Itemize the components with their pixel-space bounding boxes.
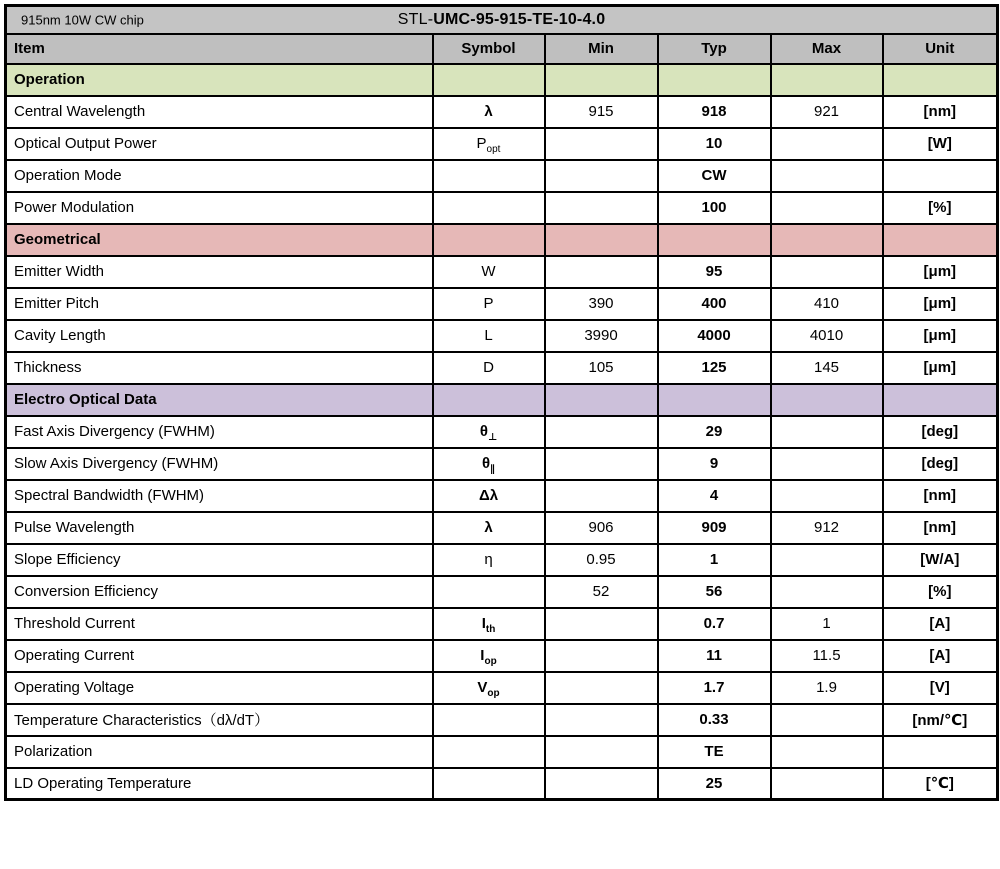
empty-cell xyxy=(771,64,883,96)
item-cell: Emitter Width xyxy=(6,256,433,288)
section-label: Geometrical xyxy=(6,224,433,256)
empty-cell xyxy=(433,64,545,96)
table-row xyxy=(6,160,998,192)
table-row xyxy=(6,672,998,704)
table-row xyxy=(6,416,998,448)
typ-cell: 4 xyxy=(658,480,771,512)
unit-cell: [μm] xyxy=(883,288,998,320)
model-prefix: STL- xyxy=(397,10,434,28)
empty-cell xyxy=(545,64,658,96)
typ-cell: 918 xyxy=(658,96,771,128)
item-cell: Emitter Pitch xyxy=(6,288,433,320)
empty-cell xyxy=(658,64,771,96)
max-cell xyxy=(771,416,883,448)
unit-cell: [μm] xyxy=(883,256,998,288)
section-label: Electro Optical Data xyxy=(6,384,433,416)
min-cell: 390 xyxy=(545,288,658,320)
symbol-cell: L xyxy=(433,320,545,352)
column-header-max: Max xyxy=(771,34,883,64)
min-cell xyxy=(545,256,658,288)
max-cell xyxy=(771,704,883,736)
empty-cell xyxy=(883,224,998,256)
item-cell: Optical Output Power xyxy=(6,128,433,160)
max-cell: 410 xyxy=(771,288,883,320)
empty-cell xyxy=(545,224,658,256)
column-header-symbol: Symbol xyxy=(433,34,545,64)
unit-cell: [nm] xyxy=(883,512,998,544)
typ-cell: 11 xyxy=(658,640,771,672)
min-cell: 906 xyxy=(545,512,658,544)
unit-cell: [nm/℃] xyxy=(883,704,998,736)
column-header-item: Item xyxy=(6,34,433,64)
symbol-cell: $I_{th}$ xyxy=(433,608,545,640)
table-row xyxy=(6,192,998,224)
unit-cell: [A] xyxy=(883,608,998,640)
symbol-cell xyxy=(433,768,545,800)
item-cell: Central Wavelength xyxy=(6,96,433,128)
table-row xyxy=(6,128,998,160)
unit-cell: [%] xyxy=(883,192,998,224)
min-cell xyxy=(545,160,658,192)
max-cell: 1 xyxy=(771,608,883,640)
item-cell: Spectral Bandwidth (FWHM) xyxy=(6,480,433,512)
typ-cell: 1.7 xyxy=(658,672,771,704)
spec-table xyxy=(4,4,999,801)
symbol-cell xyxy=(433,704,545,736)
symbol-cell: λ xyxy=(433,512,545,544)
table-row xyxy=(6,576,998,608)
unit-cell: [μm] xyxy=(883,320,998,352)
typ-cell: 0.33 xyxy=(658,704,771,736)
table-row xyxy=(6,480,998,512)
min-cell xyxy=(545,448,658,480)
symbol-cell: W xyxy=(433,256,545,288)
item-cell: Operating Voltage xyxy=(6,672,433,704)
table-row xyxy=(6,608,998,640)
section-row-geometrical xyxy=(6,224,998,256)
column-header-min: Min xyxy=(545,34,658,64)
unit-cell: [deg] xyxy=(883,448,998,480)
max-cell xyxy=(771,448,883,480)
max-cell xyxy=(771,480,883,512)
table-row xyxy=(6,640,998,672)
unit-cell: [W] xyxy=(883,128,998,160)
item-cell: Polarization xyxy=(6,736,433,768)
symbol-cell: $P_{opt}$ xyxy=(433,128,545,160)
max-cell xyxy=(771,256,883,288)
symbol-cell xyxy=(433,736,545,768)
item-cell: Conversion Efficiency xyxy=(6,576,433,608)
unit-cell xyxy=(883,736,998,768)
table-row xyxy=(6,512,998,544)
min-cell xyxy=(545,736,658,768)
typ-cell: 95 xyxy=(658,256,771,288)
unit-cell: [℃] xyxy=(883,768,998,800)
table-row xyxy=(6,704,998,736)
max-cell xyxy=(771,192,883,224)
title-row xyxy=(6,6,998,34)
unit-cell: [%] xyxy=(883,576,998,608)
item-cell: LD Operating Temperature xyxy=(6,768,433,800)
empty-cell xyxy=(658,224,771,256)
model-number xyxy=(398,11,606,28)
unit-cell: [deg] xyxy=(883,416,998,448)
max-cell xyxy=(771,128,883,160)
unit-cell: [W/A] xyxy=(883,544,998,576)
max-cell: 912 xyxy=(771,512,883,544)
typ-cell: CW xyxy=(658,160,771,192)
symbol-cell: D xyxy=(433,352,545,384)
min-cell xyxy=(545,608,658,640)
max-cell xyxy=(771,576,883,608)
typ-cell: TE xyxy=(658,736,771,768)
max-cell xyxy=(771,736,883,768)
item-cell: Cavity Length xyxy=(6,320,433,352)
item-cell: Operating Current xyxy=(6,640,433,672)
min-cell xyxy=(545,480,658,512)
chip-label: 915nm 10W CW chip xyxy=(21,12,144,28)
item-cell: Thickness xyxy=(6,352,433,384)
title-cell xyxy=(6,6,998,34)
item-cell: Temperature Characteristics（dλ/dT） xyxy=(6,704,433,736)
min-cell xyxy=(545,192,658,224)
symbol-cell: η xyxy=(433,544,545,576)
item-cell: Threshold Current xyxy=(6,608,433,640)
max-cell xyxy=(771,544,883,576)
item-cell: Slope Efficiency xyxy=(6,544,433,576)
empty-cell xyxy=(771,384,883,416)
symbol-cell: λ xyxy=(433,96,545,128)
empty-cell xyxy=(545,384,658,416)
table-row xyxy=(6,256,998,288)
section-row-operation xyxy=(6,64,998,96)
min-cell: 915 xyxy=(545,96,658,128)
empty-cell xyxy=(433,384,545,416)
typ-cell: 56 xyxy=(658,576,771,608)
typ-cell: 9 xyxy=(658,448,771,480)
max-cell xyxy=(771,768,883,800)
unit-cell: [A] xyxy=(883,640,998,672)
column-header-unit: Unit xyxy=(883,34,998,64)
symbol-cell: $\theta_\perp$ xyxy=(433,416,545,448)
unit-cell: [nm] xyxy=(883,96,998,128)
table-row xyxy=(6,768,998,800)
table-row xyxy=(6,288,998,320)
min-cell xyxy=(545,640,658,672)
empty-cell xyxy=(771,224,883,256)
unit-cell: [μm] xyxy=(883,352,998,384)
model-code: UMC-95-915-TE-10-4.0 xyxy=(433,10,606,28)
item-cell: Pulse Wavelength xyxy=(6,512,433,544)
min-cell: 105 xyxy=(545,352,658,384)
max-cell: 11.5 xyxy=(771,640,883,672)
typ-cell: 1 xyxy=(658,544,771,576)
symbol-cell xyxy=(433,160,545,192)
min-cell: 0.95 xyxy=(545,544,658,576)
min-cell: 3990 xyxy=(545,320,658,352)
typ-cell: 4000 xyxy=(658,320,771,352)
typ-cell: 10 xyxy=(658,128,771,160)
max-cell: 921 xyxy=(771,96,883,128)
empty-cell xyxy=(658,384,771,416)
max-cell xyxy=(771,160,883,192)
typ-cell: 25 xyxy=(658,768,771,800)
typ-cell: 0.7 xyxy=(658,608,771,640)
symbol-cell xyxy=(433,192,545,224)
symbol-cell: $\theta_\parallel$ xyxy=(433,448,545,480)
column-header-typ: Typ xyxy=(658,34,771,64)
item-cell: Slow Axis Divergency (FWHM) xyxy=(6,448,433,480)
typ-cell: 100 xyxy=(658,192,771,224)
table-row xyxy=(6,736,998,768)
table-row xyxy=(6,352,998,384)
symbol-cell xyxy=(433,576,545,608)
unit-cell: [V] xyxy=(883,672,998,704)
empty-cell xyxy=(433,224,545,256)
table-row xyxy=(6,448,998,480)
section-row-electro-optical xyxy=(6,384,998,416)
table-row xyxy=(6,96,998,128)
max-cell: 145 xyxy=(771,352,883,384)
typ-cell: 125 xyxy=(658,352,771,384)
unit-cell xyxy=(883,160,998,192)
typ-cell: 400 xyxy=(658,288,771,320)
min-cell xyxy=(545,768,658,800)
typ-cell: 29 xyxy=(658,416,771,448)
max-cell: 4010 xyxy=(771,320,883,352)
min-cell xyxy=(545,128,658,160)
table-row xyxy=(6,544,998,576)
item-cell: Operation Mode xyxy=(6,160,433,192)
table-row xyxy=(6,320,998,352)
min-cell: 52 xyxy=(545,576,658,608)
min-cell xyxy=(545,416,658,448)
item-cell: Power Modulation xyxy=(6,192,433,224)
section-label: Operation xyxy=(6,64,433,96)
symbol-cell: $V_{op}$ xyxy=(433,672,545,704)
typ-cell: 909 xyxy=(658,512,771,544)
empty-cell xyxy=(883,384,998,416)
symbol-cell: P xyxy=(433,288,545,320)
symbol-cell: $I_{op}$ xyxy=(433,640,545,672)
empty-cell xyxy=(883,64,998,96)
symbol-cell: Δλ xyxy=(433,480,545,512)
item-cell: Fast Axis Divergency (FWHM) xyxy=(6,416,433,448)
unit-cell: [nm] xyxy=(883,480,998,512)
min-cell xyxy=(545,704,658,736)
max-cell: 1.9 xyxy=(771,672,883,704)
min-cell xyxy=(545,672,658,704)
column-header-row xyxy=(6,34,998,64)
